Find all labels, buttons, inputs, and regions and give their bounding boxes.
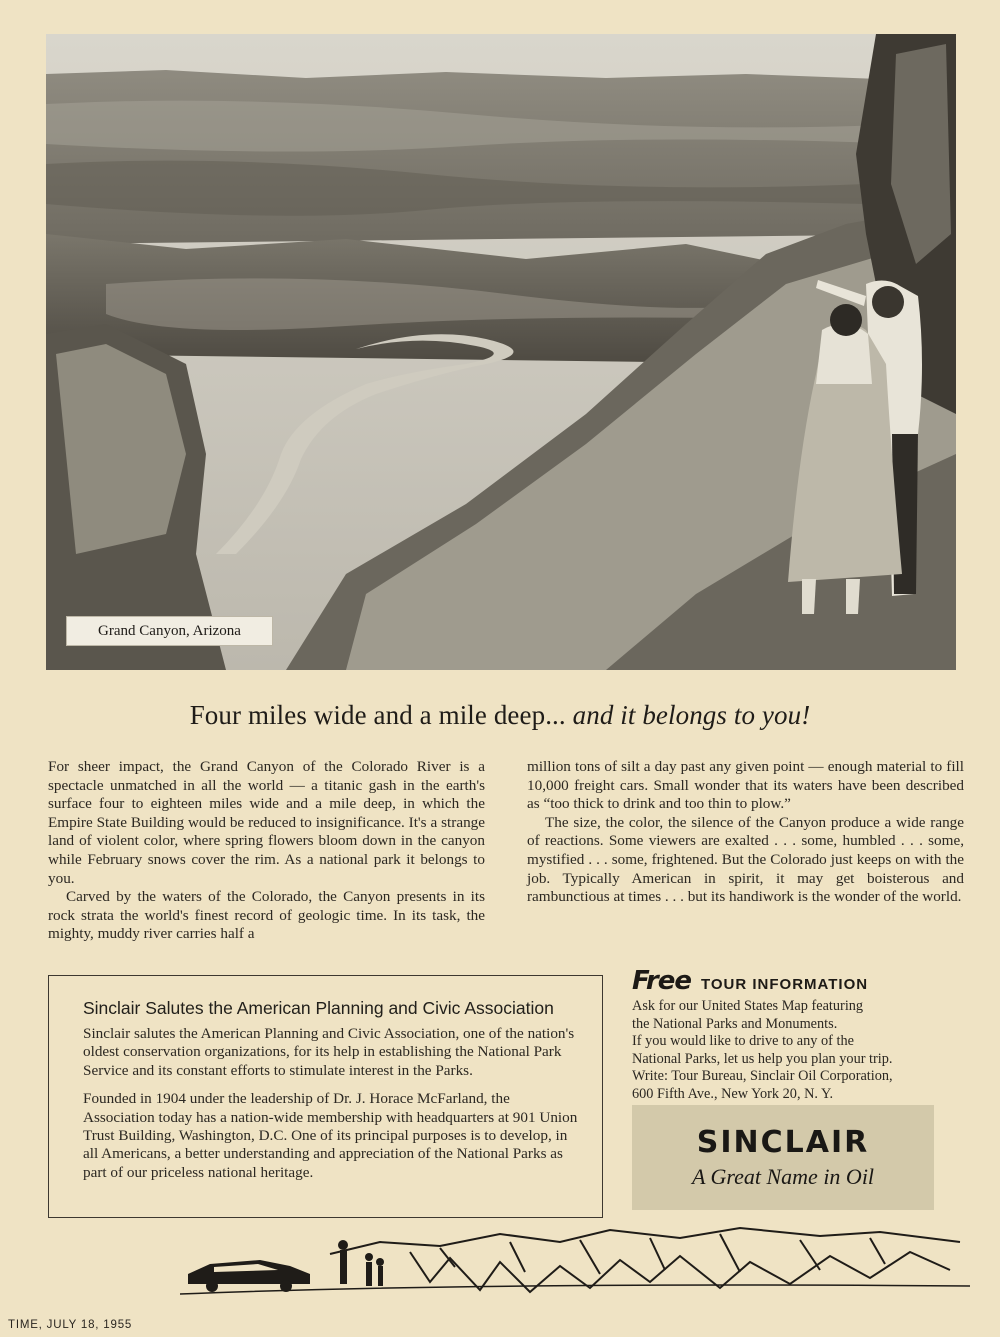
canyon-car-sketch: [180, 1212, 970, 1302]
sinclair-logo-name: SINCLAIR: [696, 1125, 870, 1160]
headline-ellipsis: ...: [545, 700, 566, 730]
tour-info-line: National Parks, let us help you plan your trip.: [632, 1050, 893, 1067]
tour-info-line: the National Parks and Monuments.: [632, 1015, 838, 1032]
tour-info-line: Ask for our United States Map featuring: [632, 998, 864, 1014]
photo-caption: Grand Canyon, Arizona: [66, 616, 273, 646]
salute-box: [48, 975, 603, 1218]
article-paragraph: For sheer impact, the Grand Canyon of the Colorado River is a spectacle unmatched in all the world — a titanic gash in the earth's surface four to eighteen miles wide and a mile deep, in which the Empire State Building would be reduced to insignificance. It's a strange land of violent color, where spring flowers bloom down in the canyon while February snows cover the rim. As a national park it belongs to you.: [48, 758, 485, 887]
article-paragraph: million tons of silt a day past any given point — enough material to fill 10,000 freight cars. Small wonder that its waters have been described as “too thick to drink and too thin to plow.”: [527, 758, 964, 813]
grand-canyon-photo: [46, 34, 956, 670]
footer-credit: TIME, JULY 18, 1955: [8, 1319, 133, 1331]
salute-paragraph: Sinclair salutes the American Planning and Civic Association, one of the nation's oldest conservation organizations, for its help in establishing the National Park Service and its constant efforts to stimulate interest in the Parks.: [83, 1025, 575, 1079]
tour-info-line: If you would like to drive to any of the: [632, 1033, 854, 1050]
free-tour-heading: [632, 966, 868, 996]
salute-body: [83, 1025, 583, 1192]
salute-paragraph: Founded in 1904 under the leadership of Dr. J. Horace McFarland, the Association today has a nation-wide membership with headquarters at 901 Union Trust Building, Washington, D.C. One of its principal purposes is to develop, in all Americans, a better understanding and appreciation of the National Parks as part of our priceless national heritage.: [83, 1090, 578, 1181]
free-word: Free: [632, 966, 691, 996]
tour-info-line: 600 Fifth Ave., New York 20, N. Y.: [632, 1085, 834, 1102]
sinclair-logo-block: [632, 1105, 934, 1210]
canyon-photo-illustration: [46, 34, 956, 670]
tour-info-line: Write: Tour Bureau, Sinclair Oil Corporation,: [632, 1068, 893, 1085]
headline: [0, 700, 1000, 731]
headline-italic: and it belongs to you!: [565, 700, 811, 730]
tour-info-body: [632, 998, 962, 1104]
salute-title: Sinclair Salutes the American Planning and Civic Association: [83, 998, 554, 1018]
article-paragraph: The size, the color, the silence of the Canyon produce a wide range of reactions. Some viewers are exalted . . . some, humbled . . . some, mystified . . . some, frightened. But the Colorado just keeps on with the job. Typically American in spirit, it may get boisterous and rambunctious at times . . . but its handiwork is the wonder of the world.: [527, 813, 964, 906]
sinclair-tagline: A Great Name in Oil: [691, 1164, 875, 1189]
article-right-column: [527, 758, 964, 907]
article-left-column: [48, 758, 485, 944]
article-paragraph: Carved by the waters of the Colorado, the Canyon presents in its rock strata the world's finest record of geologic time. In its task, the mighty, muddy river carries half a: [48, 888, 485, 943]
headline-plain: Four miles wide and a mile deep: [189, 700, 546, 730]
tour-information-label: TOUR INFORMATION: [701, 976, 869, 993]
